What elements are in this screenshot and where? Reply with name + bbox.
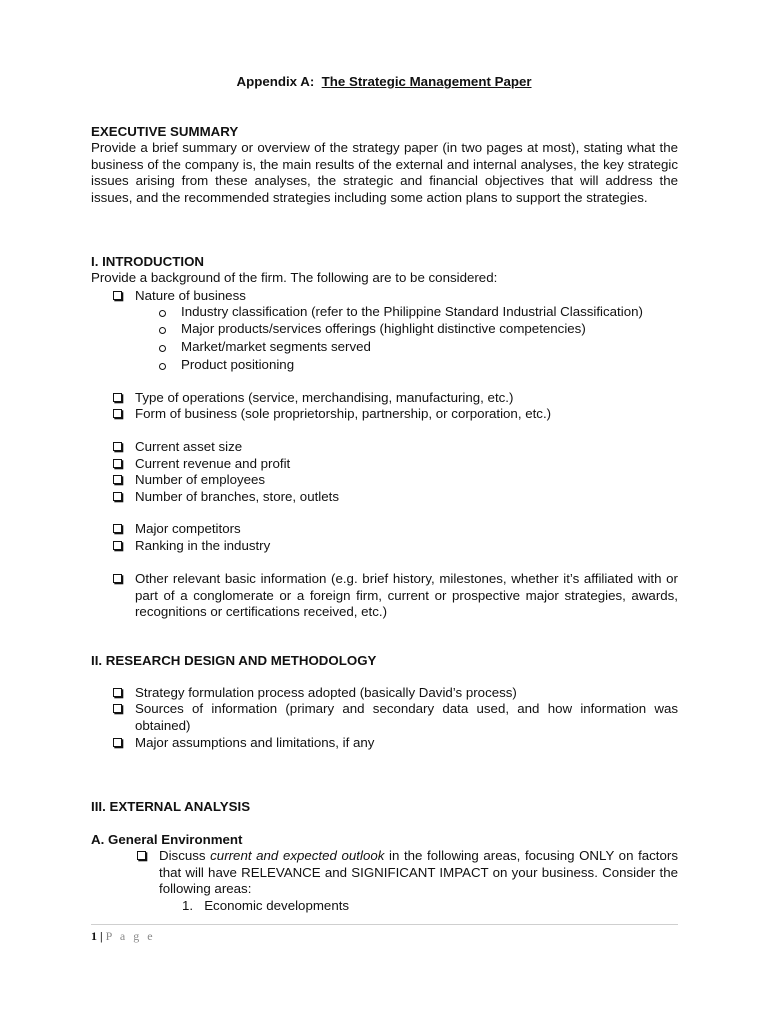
introduction-lead: Provide a background of the firm. The following are to be considered:: [91, 270, 498, 285]
circle-bullet-icon: [159, 327, 166, 334]
page-title: [0, 74, 768, 91]
discuss-lead: Discuss: [159, 848, 211, 863]
numbered-item-number: 1.: [182, 898, 194, 913]
page-footer: [91, 928, 155, 945]
circle-bullet-icon: [159, 310, 166, 317]
checkbox-bullet-icon: [113, 738, 122, 747]
page-number: 1: [91, 929, 97, 943]
introduction-heading: I. INTRODUCTION: [91, 254, 205, 269]
numbered-item: [182, 898, 349, 915]
checkbox-bullet-icon: [113, 459, 122, 468]
list-item-text: Current asset size: [135, 439, 243, 454]
footer-divider: [91, 924, 678, 925]
list-item-text: Sources of information (primary and secondary data used, and how information was obtained): [135, 701, 678, 733]
list-item-text: Strategy formulation process adopted (basically David’s process): [135, 685, 517, 700]
title-prefix: Appendix A:: [236, 74, 315, 89]
checkbox-bullet-icon: [113, 475, 122, 484]
circle-bullet-icon: [159, 363, 166, 370]
list-item-text: Current revenue and profit: [135, 456, 291, 471]
list-item-text: Number of branches, store, outlets: [135, 489, 339, 504]
checkbox-bullet-icon: [113, 442, 122, 451]
checkbox-bullet-icon: [113, 291, 122, 300]
list-item-text: Number of employees: [135, 472, 266, 487]
executive-summary-body: Provide a brief summary or overview of the strategy paper (in two pages at most), stating what the business of the company is, the main results of the external and internal analyses, the key strategic issues arising from these analyses, the strategic and financial objectives that will address the issues, and the recommended strategies including some action plans to support the strategies.: [91, 140, 678, 205]
sub-list-item-text: Product positioning: [181, 357, 295, 372]
checkbox-bullet-icon: [113, 409, 122, 418]
checkbox-bullet-icon: [113, 524, 122, 533]
discuss-rest: in the following areas, focusing ONLY on factors that will have RELEVANCE and SIGNIFICANT IMPACT on your business. Consider the following areas:: [159, 848, 678, 896]
sub-list-item-text: Market/market segments served: [181, 339, 371, 354]
executive-summary-heading: EXECUTIVE SUMMARY: [91, 124, 239, 139]
list-item-text: Type of operations (service, merchandising, manufacturing, etc.): [135, 390, 514, 405]
checkbox-bullet-icon: [137, 851, 146, 860]
checkbox-bullet-icon: [113, 688, 122, 697]
numbered-item-text: Economic developments: [204, 898, 350, 913]
list-item-text: Other relevant basic information (e.g. brief history, milestones, whether it’s affiliated with or part of a conglomerate or a foreign firm, current or prospective major strategies, awards, recognitions or certifications received, etc.): [135, 571, 678, 619]
checkbox-bullet-icon: [113, 541, 122, 550]
list-item-text: Form of business (sole proprietorship, partnership, or corporation, etc.): [135, 406, 552, 421]
checkbox-bullet-icon: [113, 492, 122, 501]
title-main: The Strategic Management Paper: [321, 74, 532, 89]
external-heading: III. EXTERNAL ANALYSIS: [91, 799, 251, 814]
page-word: P a g e: [105, 929, 156, 943]
discuss-emphasis: current and expected outlook: [210, 848, 385, 863]
list-item-text: Ranking in the industry: [135, 538, 271, 553]
sub-list-item-text: Major products/services offerings (highlight distinctive competencies): [181, 321, 586, 336]
general-environment-heading: A. General Environment: [91, 832, 243, 847]
checkbox-bullet-icon: [113, 393, 122, 402]
checkbox-bullet-icon: [113, 574, 122, 583]
list-item-text: Major assumptions and limitations, if any: [135, 735, 375, 750]
research-heading: II. RESEARCH DESIGN AND METHODOLOGY: [91, 653, 377, 668]
circle-bullet-icon: [159, 345, 166, 352]
sub-list-item-text: Industry classification (refer to the Philippine Standard Industrial Classification): [181, 304, 643, 319]
list-item-text: [159, 848, 678, 898]
list-item-text: Nature of business: [135, 288, 246, 303]
checkbox-bullet-icon: [113, 704, 122, 713]
footer-separator: |: [100, 929, 103, 943]
list-item-text: Major competitors: [135, 521, 241, 536]
